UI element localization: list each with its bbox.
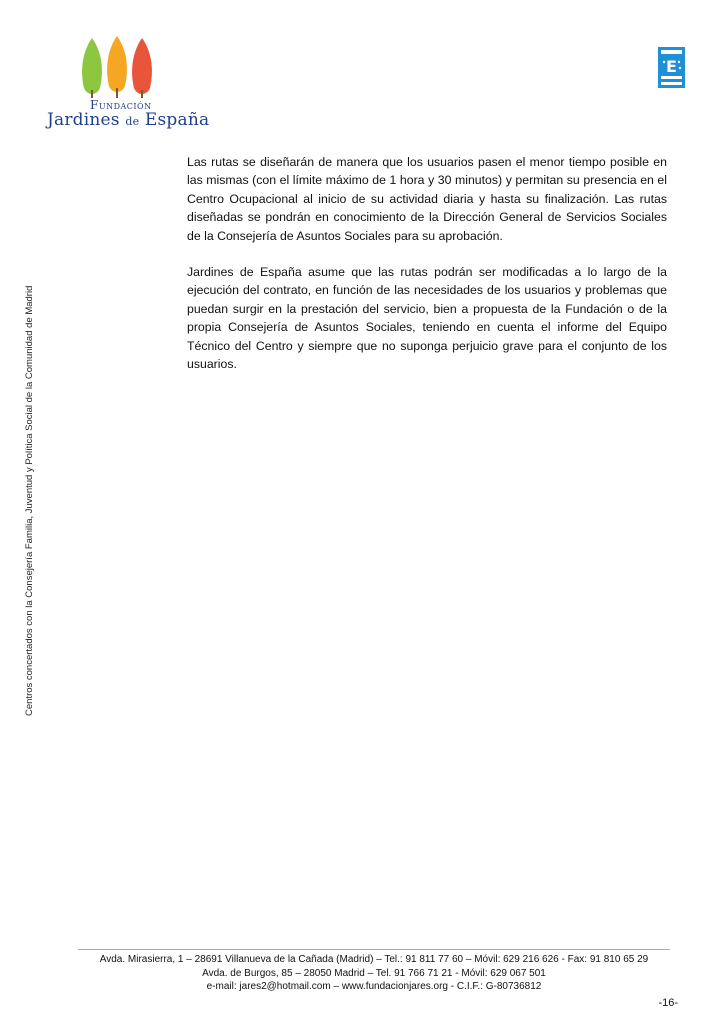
logo-de-word: de bbox=[125, 115, 140, 128]
footer-address bbox=[78, 953, 670, 994]
footer-divider bbox=[78, 949, 670, 950]
logo-jardines-text bbox=[47, 110, 209, 130]
body-paragraph: Jardines de España asume que las rutas podrán ser modificadas a lo largo de la ejecución del contrato, en función de las necesidades de los usuarios y problemas que puedan surgir en la prestación del servicio, bien a propuesta de la Fundación o de la propia Consejería de Asuntos Sociales, teniendo en cuenta el informe del Equipo Técnico del Centro y siempre que no suponga perjuicio grave para el conjunto de los usuarios. bbox=[187, 265, 667, 372]
fundacion-logo bbox=[44, 30, 210, 142]
three-trees-logo-icon bbox=[44, 30, 189, 100]
logo-fundacion-text: Fundación bbox=[90, 98, 152, 112]
logo-espana-word: España bbox=[139, 110, 210, 130]
sidebar-vertical-text: Centros concertados con la Consejería Familia, Juventud y Política Social de la Comunidad de Madrid bbox=[24, 285, 35, 716]
footer-line: Avda. Mirasierra, 1 – 28691 Villanueva de la Cañada (Madrid) – Tel.: 91 811 77 60 – Móvil: 629 216 626 - Fax: 91 810 65 29 bbox=[99, 954, 649, 965]
footer-line: Avda. de Burgos, 85 – 28050 Madrid – Tel. 91 766 71 21 - Móvil: 629 067 501 bbox=[202, 967, 546, 979]
footer-line: e-mail: jares2@hotmail.com – www.fundacionjares.org - C.I.F.: G-80736812 bbox=[206, 981, 542, 992]
body-paragraph: Las rutas se diseñarán de manera que los usuarios pasen el menor tiempo posible en las mismas (con el límite máximo de 1 hora y 30 minutos) y permitan su presencia en el Centro Ocupacional al inicio de su actividad diaria y hasta su finalización. Las rutas diseñadas se pondrán en conocimiento de la Dirección General de Servicios Sociales de la Consejería de Asuntos Sociales para su aprobación. bbox=[187, 155, 667, 243]
page-number: -16- bbox=[658, 997, 678, 1009]
excellence-europe-badge-icon bbox=[658, 47, 685, 88]
svg-text:E: E bbox=[666, 57, 677, 76]
document-body bbox=[187, 153, 667, 391]
logo-jardines-word: Jardines bbox=[47, 110, 126, 130]
